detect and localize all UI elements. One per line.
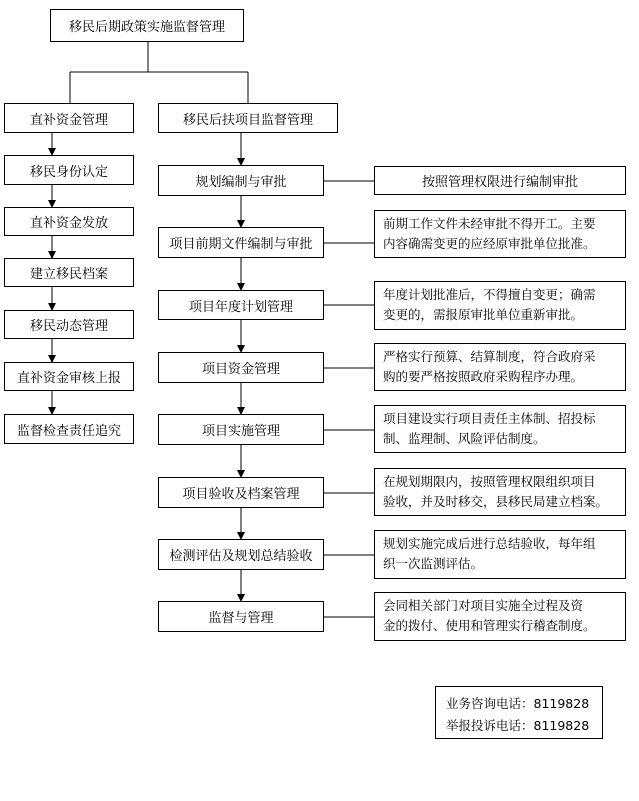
note-box-8 [374, 592, 626, 641]
left-box-label: 移民动态管理 [29, 319, 108, 334]
step-box-4 [158, 352, 324, 383]
note-box-1 [374, 166, 626, 195]
note-line: 变更的，需报原审批单位重新审批。 [383, 307, 584, 322]
note-line: 年度计划批准后，不得擅自变更；确需 [383, 287, 596, 302]
left-box-5 [4, 310, 134, 339]
note-line: 购的要严格按照政府采购程序办理。 [383, 369, 584, 384]
step-box-3 [158, 290, 324, 320]
note-box-7 [374, 530, 626, 579]
left-box-1 [4, 103, 134, 133]
title-box [50, 9, 244, 42]
left-box-3 [4, 207, 134, 236]
note-line: 前期工作文件未经审批不得开工。主要 [383, 216, 596, 231]
complaint-phone: 举报投诉电话：8119828 [446, 718, 590, 733]
note-line: 制、监理制、风险评估制度。 [383, 431, 546, 446]
step-label: 规划编制与审批 [195, 175, 287, 190]
note-line: 规划实施完成后进行总结验收，每年组 [383, 536, 596, 551]
note-links [324, 181, 374, 617]
left-box-label: 直补资金审核上报 [16, 371, 121, 386]
title-text: 移民后期政策实施监督管理 [68, 20, 225, 35]
left-box-label: 建立移民档案 [29, 267, 108, 282]
contact-box [435, 686, 603, 739]
step-box-8 [158, 601, 324, 632]
note-line: 织一次监测评估。 [383, 556, 484, 571]
step-box-7 [158, 539, 324, 570]
consult-phone: 业务咨询电话：8119828 [446, 696, 590, 711]
step-label: 项目年度计划管理 [188, 299, 293, 315]
left-box-label: 移民身份认定 [29, 164, 108, 180]
note-box-2 [374, 210, 626, 258]
note-box-5 [374, 405, 626, 453]
step-label: 项目资金管理 [201, 362, 280, 377]
step-label: 项目前期文件编制与审批 [169, 237, 313, 252]
step-label: 项目实施管理 [201, 424, 280, 439]
note-line: 项目建设实行项目责任主体制、招投标 [383, 411, 596, 426]
left-box-label: 直补资金管理 [29, 112, 108, 128]
note-line: 验收，并及时移交，县移民局建立档案。 [383, 494, 609, 509]
title-connector [70, 42, 248, 103]
left-box-label: 监督检查责任追究 [16, 423, 121, 439]
left-box-7 [4, 414, 134, 444]
left-box-label: 直补资金发放 [29, 216, 108, 231]
left-box-2 [4, 155, 134, 185]
right-head-label: 移民后扶项目监督管理 [182, 112, 313, 128]
left-box-6 [4, 362, 134, 391]
note-line: 严格实行预算、结算制度，符合政府采 [383, 349, 596, 364]
note-line: 会同相关部门对项目实施全过程及资 [383, 598, 584, 613]
note-line: 内容确需变更的应经原审批单位批准。 [383, 236, 596, 251]
step-label: 检测评估及规划总结验收 [169, 549, 313, 564]
right-head-box [158, 103, 338, 133]
step-box-5 [158, 414, 324, 445]
step-box-1 [158, 165, 324, 196]
step-box-2 [158, 227, 324, 258]
step-box-6 [158, 477, 324, 508]
note-line: 按照管理权限进行编制审批 [421, 175, 578, 190]
note-line: 金的拨付、使用和管理实行稽查制度。 [383, 618, 596, 633]
step-label: 项目验收及档案管理 [182, 487, 300, 502]
note-box-6 [374, 468, 626, 516]
left-box-4 [4, 258, 134, 287]
step-label: 监督与管理 [208, 611, 274, 626]
note-line: 在规划期限内，按照管理权限组织项目 [383, 474, 596, 489]
note-box-3 [374, 281, 626, 330]
note-box-4 [374, 343, 626, 391]
